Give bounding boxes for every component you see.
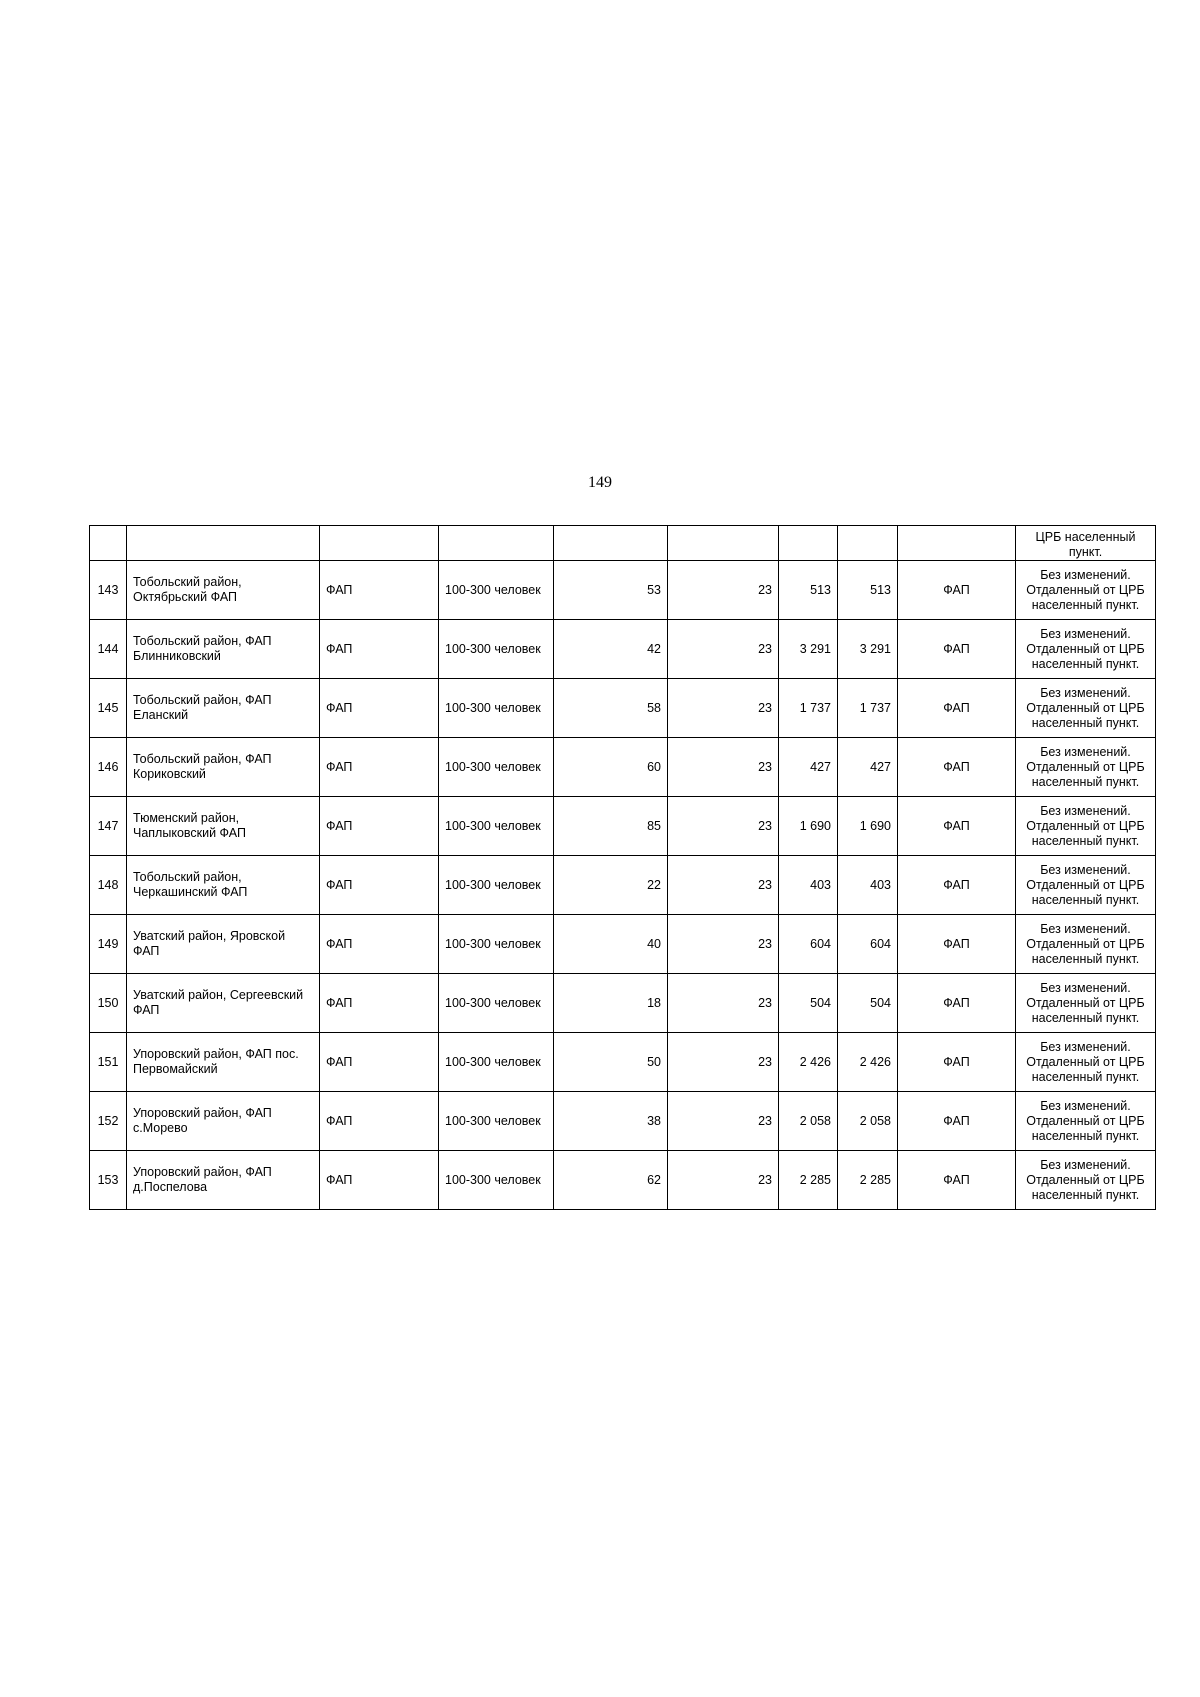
cell-type: ФАП [320,738,439,797]
cell-value-2: 23 [668,974,779,1033]
cell-value-2: 23 [668,679,779,738]
cell-value-1: 58 [554,679,668,738]
cell-value-2: 23 [668,915,779,974]
cell-capacity: 100-300 человек [439,1092,554,1151]
cell-value-4: 513 [838,561,898,620]
cell-value-2: 23 [668,561,779,620]
cell-num [90,526,127,561]
cell-num: 153 [90,1151,127,1210]
cell-note: Без изменений. Отдаленный от ЦРБ населенный пункт. [1016,1033,1156,1092]
cell-note: Без изменений. Отдаленный от ЦРБ населенный пункт. [1016,797,1156,856]
cell-capacity: 100-300 человек [439,974,554,1033]
cell-value-3: 403 [779,856,838,915]
cell-type: ФАП [320,679,439,738]
cell-note: ЦРБ населенный пункт. [1016,526,1156,561]
cell-form: ФАП [898,620,1016,679]
cell-value-2: 23 [668,620,779,679]
table-row [90,620,1156,679]
cell-type: ФАП [320,1092,439,1151]
cell-form: ФАП [898,1151,1016,1210]
cell-value-1: 85 [554,797,668,856]
cell-value-1 [554,526,668,561]
cell-capacity: 100-300 человек [439,797,554,856]
cell-name: Тюменский район, Чаплыковский ФАП [127,797,320,856]
cell-value-4: 403 [838,856,898,915]
cell-note: Без изменений. Отдаленный от ЦРБ населенный пункт. [1016,679,1156,738]
cell-capacity: 100-300 человек [439,1033,554,1092]
cell-capacity: 100-300 человек [439,856,554,915]
table-row [90,856,1156,915]
cell-value-4: 604 [838,915,898,974]
table-row [90,561,1156,620]
cell-value-4: 2 285 [838,1151,898,1210]
cell-value-3: 2 058 [779,1092,838,1151]
cell-value-2: 23 [668,1033,779,1092]
cell-capacity: 100-300 человек [439,738,554,797]
cell-value-3: 504 [779,974,838,1033]
cell-value-1: 18 [554,974,668,1033]
cell-type: ФАП [320,797,439,856]
cell-value-3: 1 690 [779,797,838,856]
table-row [90,974,1156,1033]
table-body [90,526,1156,1210]
cell-name: Упоровский район, ФАП д.Поспелова [127,1151,320,1210]
cell-capacity [439,526,554,561]
cell-form: ФАП [898,974,1016,1033]
cell-note: Без изменений. Отдаленный от ЦРБ населенный пункт. [1016,738,1156,797]
cell-capacity: 100-300 человек [439,915,554,974]
page-number: 149 [588,474,612,491]
cell-value-1: 40 [554,915,668,974]
cell-value-3: 2 426 [779,1033,838,1092]
cell-value-4: 504 [838,974,898,1033]
table-row [90,915,1156,974]
cell-value-1: 62 [554,1151,668,1210]
cell-type: ФАП [320,1151,439,1210]
cell-note: Без изменений. Отдаленный от ЦРБ населенный пункт. [1016,561,1156,620]
cell-value-3 [779,526,838,561]
cell-value-2 [668,526,779,561]
table-row-continuation [90,526,1156,561]
cell-value-2: 23 [668,797,779,856]
cell-num: 145 [90,679,127,738]
cell-num: 147 [90,797,127,856]
cell-capacity: 100-300 человек [439,1151,554,1210]
cell-value-1: 42 [554,620,668,679]
cell-num: 144 [90,620,127,679]
cell-name: Уватский район, Сергеевский ФАП [127,974,320,1033]
table-row [90,1033,1156,1092]
cell-note: Без изменений. Отдаленный от ЦРБ населенный пункт. [1016,915,1156,974]
cell-name [127,526,320,561]
cell-value-4: 3 291 [838,620,898,679]
cell-note: Без изменений. Отдаленный от ЦРБ населенный пункт. [1016,620,1156,679]
cell-value-4: 2 426 [838,1033,898,1092]
cell-form [898,526,1016,561]
cell-type: ФАП [320,974,439,1033]
cell-num: 146 [90,738,127,797]
cell-value-2: 23 [668,856,779,915]
cell-value-2: 23 [668,1092,779,1151]
cell-value-3: 2 285 [779,1151,838,1210]
cell-value-4: 1 737 [838,679,898,738]
cell-form: ФАП [898,561,1016,620]
cell-num: 151 [90,1033,127,1092]
cell-capacity: 100-300 человек [439,561,554,620]
cell-form: ФАП [898,856,1016,915]
cell-note: Без изменений. Отдаленный от ЦРБ населенный пункт. [1016,856,1156,915]
cell-value-4: 2 058 [838,1092,898,1151]
cell-num: 150 [90,974,127,1033]
cell-note: Без изменений. Отдаленный от ЦРБ населенный пункт. [1016,1092,1156,1151]
cell-value-1: 53 [554,561,668,620]
facilities-table [89,525,1156,1210]
table-row [90,1151,1156,1210]
cell-name: Упоровский район, ФАП с.Морево [127,1092,320,1151]
cell-num: 148 [90,856,127,915]
cell-type: ФАП [320,620,439,679]
cell-name: Уватский район, Яровской ФАП [127,915,320,974]
table-row [90,738,1156,797]
cell-value-3: 3 291 [779,620,838,679]
cell-value-1: 50 [554,1033,668,1092]
cell-type: ФАП [320,561,439,620]
cell-note: Без изменений. Отдаленный от ЦРБ населенный пункт. [1016,1151,1156,1210]
cell-value-4 [838,526,898,561]
cell-value-1: 22 [554,856,668,915]
cell-value-3: 1 737 [779,679,838,738]
cell-num: 149 [90,915,127,974]
cell-name: Тобольский район, ФАП Еланский [127,679,320,738]
cell-name: Тобольский район, ФАП Блинниковский [127,620,320,679]
cell-type: ФАП [320,856,439,915]
cell-type: ФАП [320,915,439,974]
cell-value-3: 513 [779,561,838,620]
cell-form: ФАП [898,915,1016,974]
table-row [90,797,1156,856]
cell-form: ФАП [898,797,1016,856]
cell-name: Тобольский район, Октябрьский ФАП [127,561,320,620]
cell-type: ФАП [320,1033,439,1092]
cell-value-2: 23 [668,738,779,797]
cell-num: 143 [90,561,127,620]
cell-value-2: 23 [668,1151,779,1210]
cell-capacity: 100-300 человек [439,679,554,738]
cell-num: 152 [90,1092,127,1151]
cell-type [320,526,439,561]
cell-value-4: 427 [838,738,898,797]
cell-name: Упоровский район, ФАП пос. Первомайский [127,1033,320,1092]
cell-form: ФАП [898,738,1016,797]
cell-form: ФАП [898,679,1016,738]
cell-name: Тобольский район, Черкашинский ФАП [127,856,320,915]
cell-form: ФАП [898,1092,1016,1151]
cell-capacity: 100-300 человек [439,620,554,679]
cell-name: Тобольский район, ФАП Кориковский [127,738,320,797]
table-row [90,679,1156,738]
cell-value-3: 427 [779,738,838,797]
cell-note: Без изменений. Отдаленный от ЦРБ населенный пункт. [1016,974,1156,1033]
cell-form: ФАП [898,1033,1016,1092]
table-row [90,1092,1156,1151]
cell-value-1: 38 [554,1092,668,1151]
cell-value-4: 1 690 [838,797,898,856]
cell-value-3: 604 [779,915,838,974]
cell-value-1: 60 [554,738,668,797]
